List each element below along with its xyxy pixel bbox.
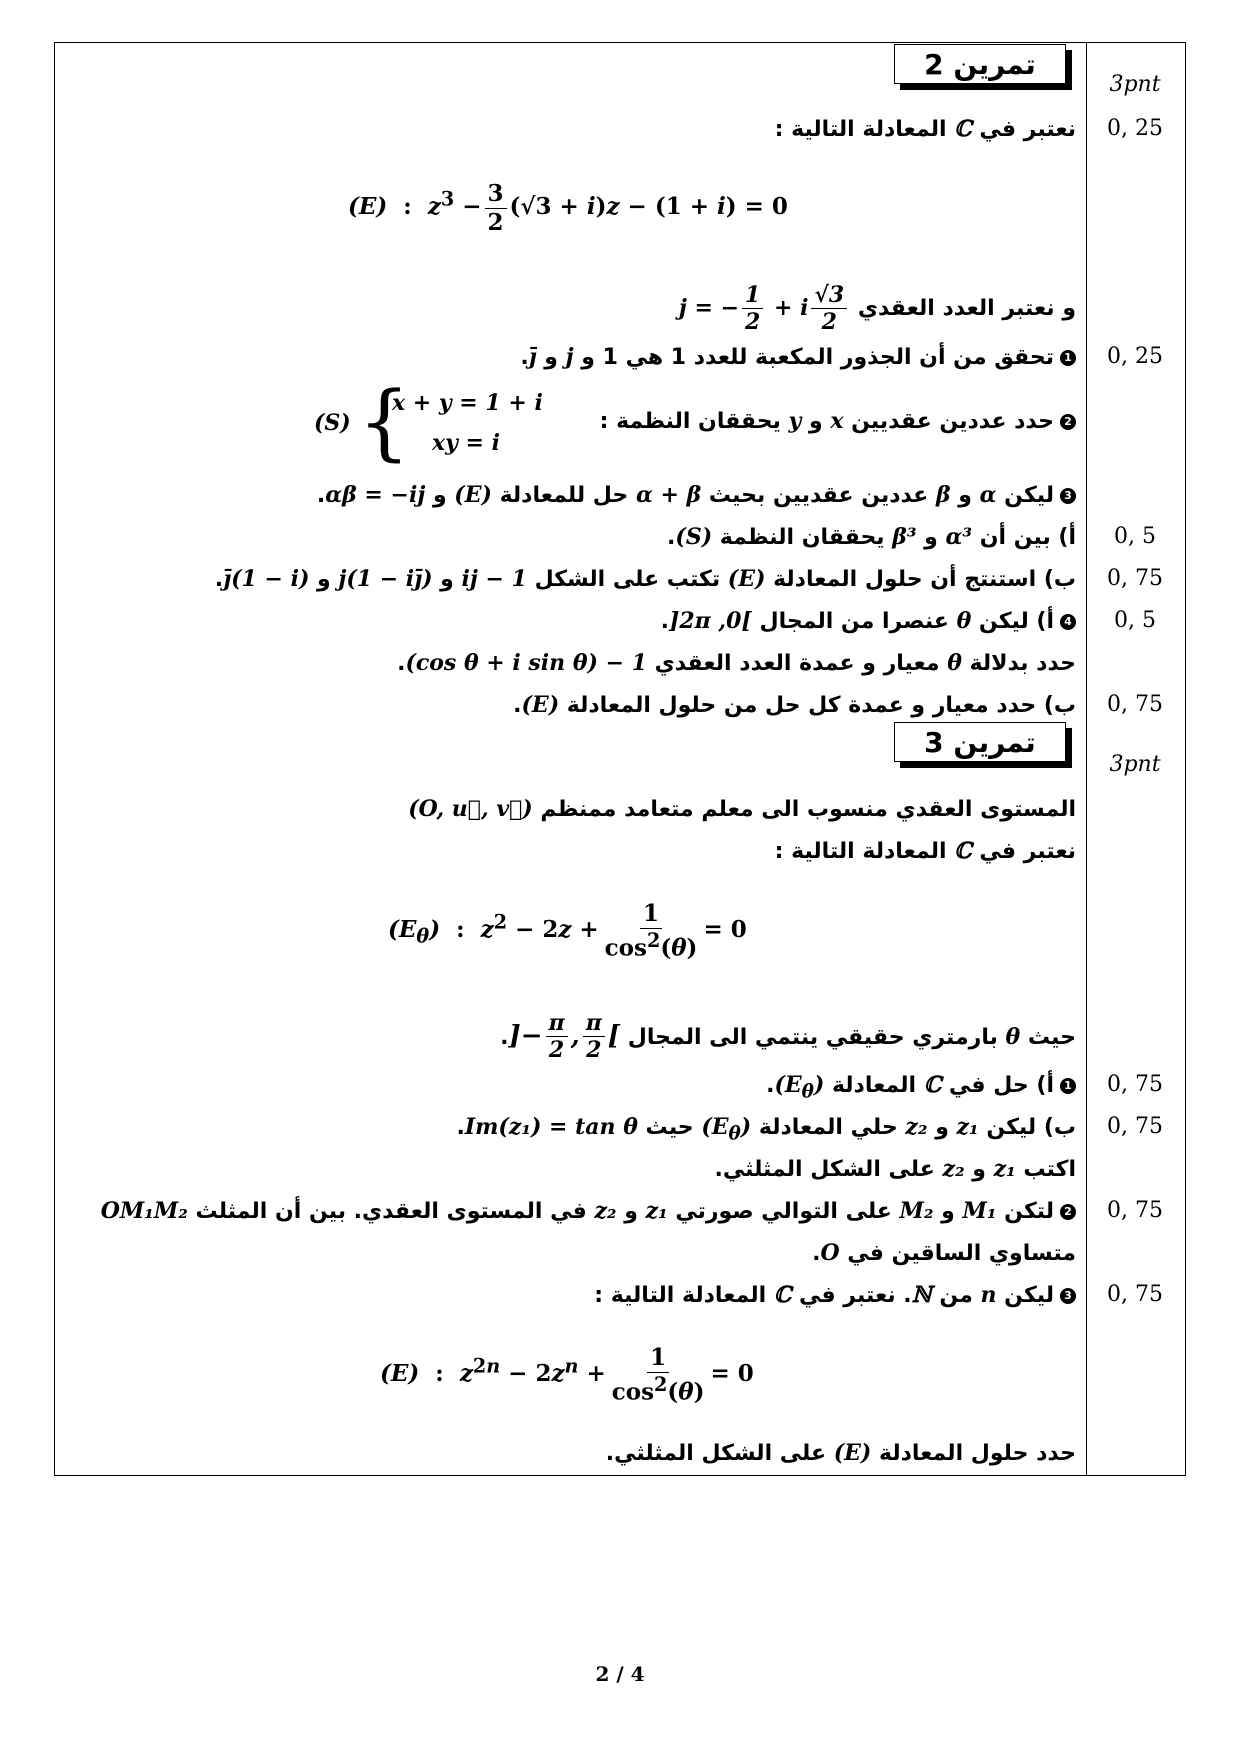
ex2-points-q4a: 0, 5 [1114,608,1156,633]
ex3-points-q1b: 0, 75 [1107,1114,1163,1139]
ex3-question-1b-detail: اكتب z₁ و z₂ على الشكل المثلثي. [714,1156,1076,1182]
points-column-divider [1086,42,1087,1476]
ex3-points-q2: 0, 75 [1107,1198,1163,1223]
ex2-question-3a: أ) بين أن α³ و β³ يحققان النظمة (S). [667,524,1076,550]
ex3-question-2: 2لتكن M₁ و M₂ على التوالي صورتي z₁ و z₂ في المستوى العقدي. بين أن المثلث OM₁M₂ [101,1198,1076,1224]
ex2-j-definition: و نعتبر العدد العقدي j = − $\frac{1}{2}$ + i $\frac{√3}{2}$ [678,282,1076,336]
ex2-question-4a: 4أ) ليكن θ عنصرا من المجال ]0, 2π[. [661,608,1076,634]
exercise-2-title: تمرين 2 [894,44,1066,84]
ex3-intro: نعتبر في ℂ المعادلة التالية : [774,838,1076,864]
ex3-question-3: 3ليكن n من ℕ. نعتبر في ℂ المعادلة التالية : [594,1282,1076,1308]
ex3-parameter: حيث θ بارمتري حقيقي ينتمي الى المجال ]− $\frac{\pi}{2}$ , $\frac{\pi}{2}$ [. [500,1010,1076,1064]
ex2-question-4a-detail: حدد بدلالة θ معيار و عمدة العدد العقدي 1 − (cos θ + i sin θ). [397,650,1076,676]
ex3-question-1b: ب) ليكن z₁ و z₂ حلي المعادلة $(E_\theta)$ حيث Im(z₁) = tan θ. [456,1114,1076,1145]
exercise-3-total-points: 3pnt [1109,752,1161,777]
ex3-equation-Etheta: $(E_\theta)$ : $z^2 - 2z$ + $\frac{1}{\cos^2(\theta)}$ = 0 [388,900,747,962]
ex3-points-q1a: 0, 75 [1107,1072,1163,1097]
ex2-question-3b: ب) استنتج أن حلول المعادلة (E) تكتب على الشكل 1 − ij و j(1 − ij̄) و j̄(1 − i). [214,566,1076,592]
ex2-points-q1: 0, 25 [1107,344,1163,369]
ex3-question-2-detail: متساوي الساقين في O. [812,1240,1076,1266]
exercise-2-total-points: 3pnt [1109,72,1161,97]
ex2-question-4b: ب) حدد معيار و عمدة كل حل من حلول المعادلة (E). [513,692,1076,718]
system-brace: { [358,375,411,470]
ex2-intro: نعتبر في ℂ المعادلة التالية : [774,116,1076,142]
ex2-points-q3a: 0, 5 [1114,524,1156,549]
ex2-equation-E: (E) : $z^3$ − $\frac{3}{2}$ (√3 + i)z − (1 + i) = 0 [348,180,788,236]
ex3-question-3-detail: حدد حلول المعادلة (E) على الشكل المثلثي. [605,1440,1076,1466]
ex2-question-3: 3ليكن α و β عددين عقديين بحيث α + β حل للمعادلة (E) و αβ = −ij. [317,482,1076,508]
exercise-3-title: تمرين 3 [894,722,1066,762]
ex2-points-q4b: 0, 75 [1107,692,1163,717]
ex3-points-q3: 0, 75 [1107,1282,1163,1307]
ex2-points-intro: 0, 25 [1107,116,1163,141]
ex2-points-q3b: 0, 75 [1107,566,1163,591]
ex2-question-1: 1تحقق من أن الجذور المكعبة للعدد 1 هي 1 و j و j̄. [520,344,1076,370]
page-number: 2 / 4 [595,1662,645,1686]
ex3-intro-plane: المستوى العقدي منسوب الى معلم متعامد ممنظم (O, u⃗, v⃗) [408,796,1076,822]
ex2-question-2: 2حدد عددين عقديين x و y يحققان النظمة : [600,408,1076,434]
ex2-system-S: (S) { x + y = 1 + i xy = i [314,375,543,470]
ex3-question-1a: 1أ) حل في ℂ المعادلة $(E_\theta)$. [766,1072,1076,1102]
ex3-equation-E: (E) : $z^{2n} - 2z^n$ + $\frac{1}{\cos^2(\theta)}$ = 0 [380,1344,754,1406]
